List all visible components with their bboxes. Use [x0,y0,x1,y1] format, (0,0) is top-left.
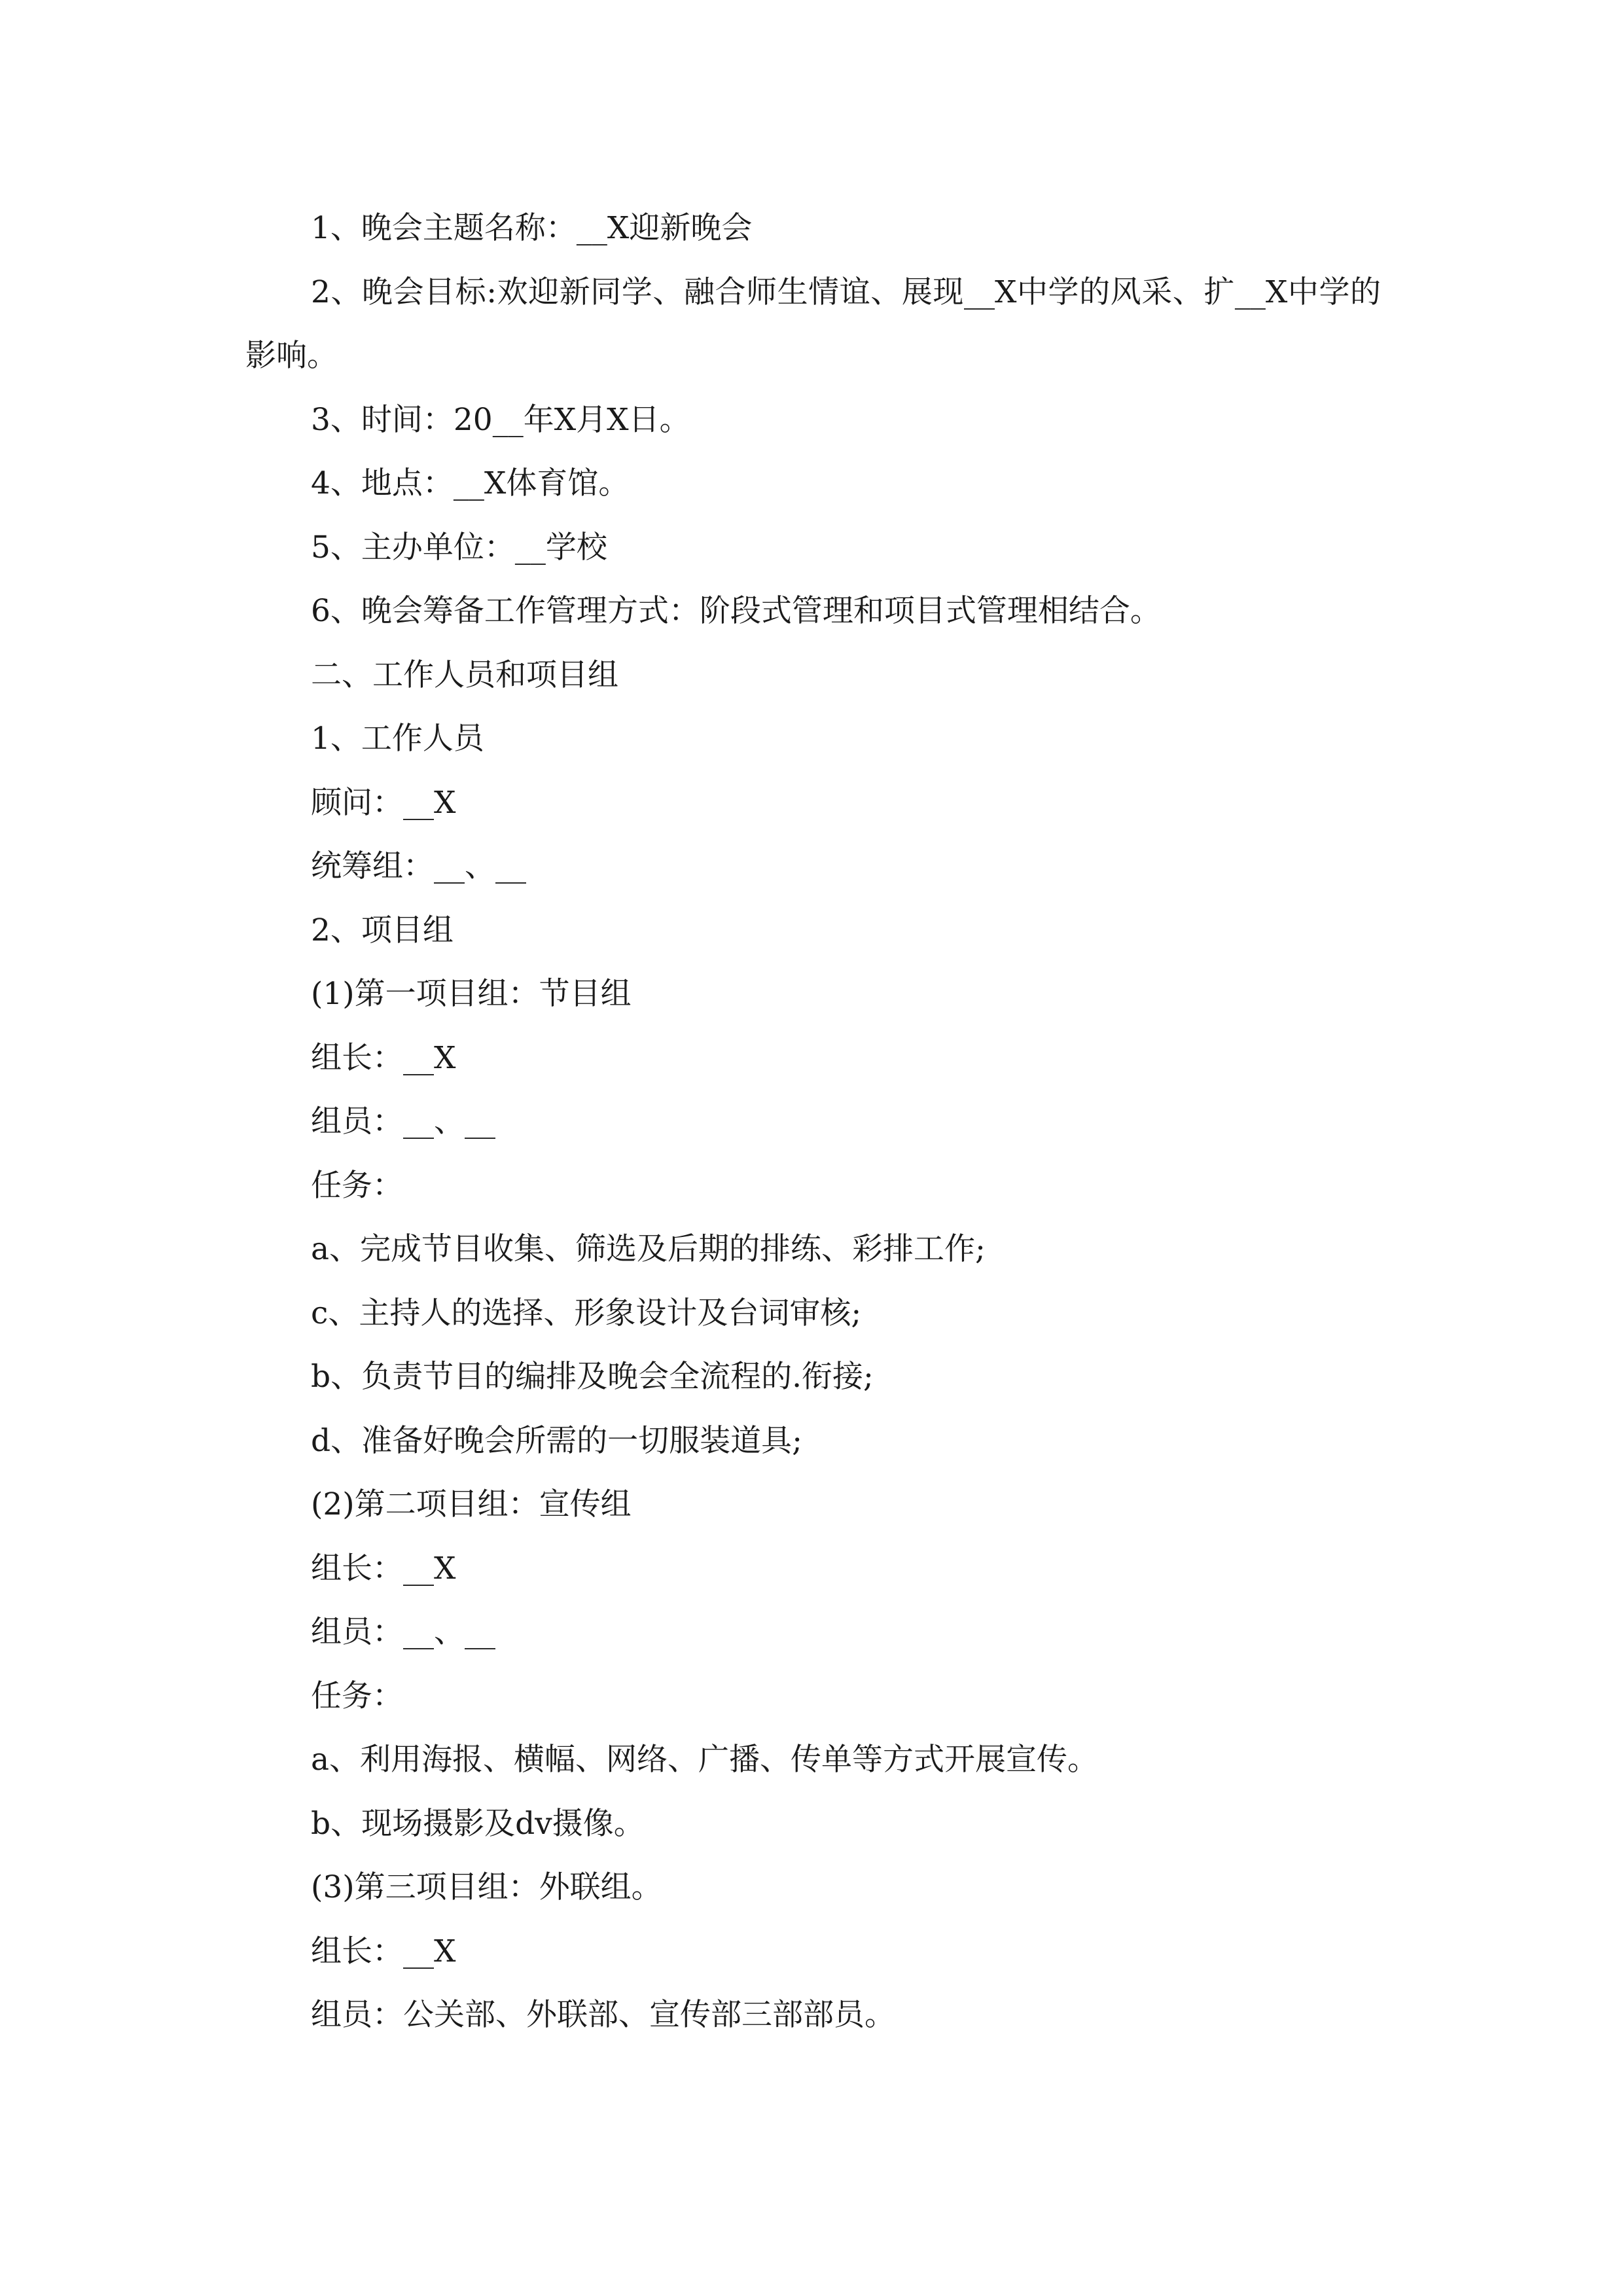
line-location: 4、地点：__X体育馆。 [311,465,630,501]
line-group2-task-b: b、现场摄影及dv摄像。 [311,1805,645,1842]
line-group1-heading: (1)第一项目组：节目组 [311,976,632,1012]
document-body [245,196,1381,2047]
line-group3-leader: 组长：__X [311,1933,456,1969]
line-goal: 2、晚会目标:欢迎新同学、融合师生情谊、展现__X中学的风采、扩__X中学的影响。 [245,274,1381,374]
section-heading-staff-groups: 二、工作人员和项目组 [311,656,618,693]
line-group2-tasks-label: 任务： [311,1677,403,1714]
line-group2-heading: (2)第二项目组：宣传组 [311,1486,632,1522]
line-theme-name: 1、晚会主题名称：__X迎新晚会 [311,210,753,246]
line-group2-leader: 组长：__X [311,1550,456,1587]
line-group3-heading: (3)第三项目组：外联组。 [311,1869,662,1905]
line-group1-leader: 组长：__X [311,1039,456,1076]
line-group2-task-a: a、利用海报、横幅、网络、广播、传单等方式开展宣传。 [311,1742,1099,1778]
line-group1-task-b: b、负责节目的编排及晚会全流程的.衔接; [311,1359,874,1395]
line-staff-heading: 1、工作人员 [311,721,484,757]
line-group1-task-c: c、主持人的选择、形象设计及台词审核; [311,1295,862,1331]
line-group2-members: 组员：__、__ [311,1614,495,1650]
line-project-groups-heading: 2、项目组 [311,912,454,948]
line-group1-members: 组员：__、__ [311,1103,495,1139]
line-organizer: 5、主办单位：__学校 [311,529,607,565]
line-group1-task-d: d、准备好晚会所需的一切服装道具; [311,1422,802,1459]
line-group1-tasks-label: 任务： [311,1167,403,1204]
line-time: 3、时间：20__年X月X日。 [311,401,690,438]
line-coordination-group: 统筹组：__、__ [311,848,526,884]
line-advisor: 顾问：__X [311,784,456,821]
line-group1-task-a: a、完成节目收集、筛选及后期的排练、彩排工作; [311,1231,986,1267]
line-group3-members: 组员：公关部、外联部、宣传部三部部员。 [311,1997,895,2033]
line-management-method: 6、晚会筹备工作管理方式：阶段式管理和项目式管理相结合。 [311,593,1161,629]
